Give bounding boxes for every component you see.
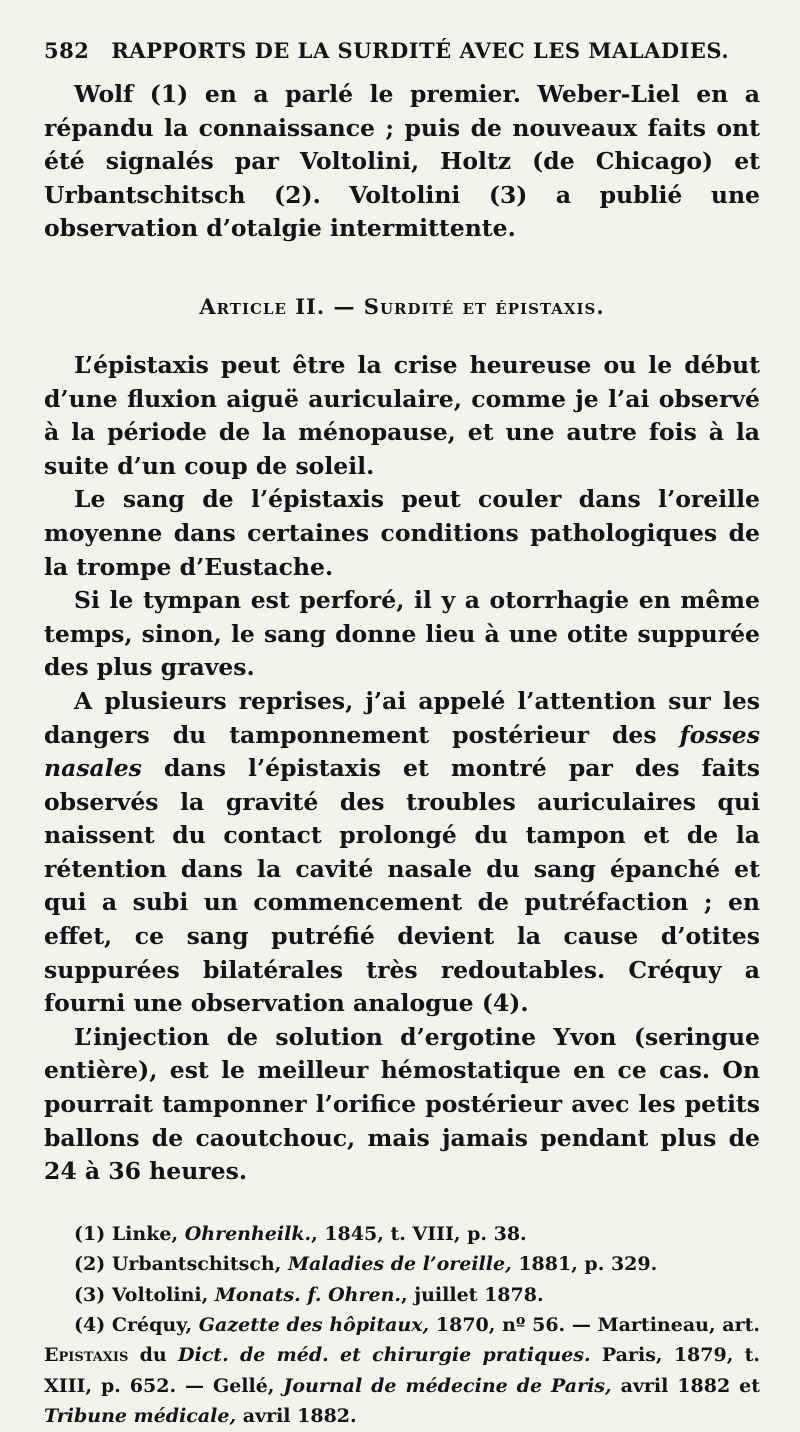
paragraph-2: L’épistaxis peut être la crise heureuse ou le début d’une fluxion aiguë auriculaire, comme je l’ai observé à la période de la ménopause, et une autre fois à la suite d’un coup de soleil. xyxy=(44,350,760,480)
footnote-2-a: (2) Urbantschitsch, xyxy=(74,1253,288,1276)
paragraph-5-italic: fosses nasales xyxy=(44,720,760,783)
footnote-4-smallcaps: Epistaxis xyxy=(44,1344,129,1367)
footnote-4-c: du xyxy=(128,1344,179,1367)
footnote-1-a: (1) Linke, xyxy=(74,1222,185,1245)
footnote-4-a: (4) Créquy, xyxy=(74,1314,199,1337)
page-number: 582 xyxy=(44,38,90,63)
footnote-4-f: avril 1882. xyxy=(236,1405,357,1428)
paragraph-5-text-b: dans l’épistaxis et montré par des faits observés la gravité des troubles auriculaires qui naissent du contact prolongé du tampon et de la rétention dans la cavité nasale du sang épanché et qui a subi un commencement de putréfaction ; en effet, ce sang putréfié devient la cause d’otites suppurées bilatérales très redoutables. Créquy a fourni une observation analogue (4). xyxy=(44,754,760,1018)
paragraph-4: Si le tympan est perforé, il y a otorrhagie en même temps, sinon, le sang donne lieu à une otite suppurée des plus graves. xyxy=(44,586,760,682)
footnote-1-b: , 1845, t. VIII, p. 38. xyxy=(311,1222,527,1245)
footnote-4-d: Paris, 1879, t. XIII, p. 652. — Gellé, xyxy=(44,1344,760,1397)
footnote-3 xyxy=(44,1280,760,1310)
footnote-3-italic: Monats. f. Ohren. xyxy=(214,1283,402,1306)
footnote-4-italic-2: Dict. de méd. et chirurgie pratiques. xyxy=(178,1344,591,1367)
main-text xyxy=(44,78,760,1189)
footnote-4-italic-4: Tribune médicale, xyxy=(44,1405,237,1428)
footnote-2-b: 1881, p. 329. xyxy=(511,1253,658,1276)
footnote-3-a: (3) Voltolini, xyxy=(74,1283,215,1306)
paragraph-5 xyxy=(44,685,760,1021)
footnote-4-italic-1: Gazette des hôpitaux, xyxy=(198,1314,430,1337)
running-header xyxy=(44,38,760,78)
footnote-4-e: avril 1882 et xyxy=(611,1374,761,1397)
article-heading: Article II. — Surdité et épistaxis. xyxy=(199,293,605,319)
paragraph-1: Wolf (1) en a parlé le premier. Weber-Liel en a répandu la connaissance ; puis de nouveaux faits ont été signalés par Voltolini, Holtz (de Chicago) et Urbantschitsch (2). Voltolini (3) a publié une observation d’otalgie intermittente. xyxy=(44,80,760,243)
footnote-2-italic: Maladies de l’oreille, xyxy=(287,1253,512,1276)
footnote-4 xyxy=(44,1310,760,1432)
book-page xyxy=(44,38,760,1432)
paragraph-3: Le sang de l’épistaxis peut couler dans l’oreille moyenne dans certaines conditions pathologiques de la trompe d’Eustache. xyxy=(44,485,760,581)
paragraph-6: L’injection de solution d’ergotine Yvon (seringue entière), est le meilleur hémostatique en ce cas. On pourrait tamponner l’orifice postérieur avec les petits ballons de caoutchouc, mais jamais pendant plus de 24 à 36 heures. xyxy=(44,1022,760,1186)
footnote-1-italic: Ohrenheilk. xyxy=(184,1222,312,1245)
footnote-2 xyxy=(44,1249,760,1279)
footnotes xyxy=(44,1219,760,1432)
footnote-4-b: 1870, nº 56. — Martineau, art. xyxy=(429,1314,760,1337)
footnote-4-italic-3: Journal de médecine de Paris, xyxy=(283,1374,612,1397)
footnote-3-b: , juillet 1878. xyxy=(401,1283,544,1306)
paragraph-5-text-a: A plusieurs reprises, j’ai appelé l’attention sur les dangers du tamponnement postérieur des xyxy=(44,686,760,749)
running-title: RAPPORTS DE LA SURDITÉ AVEC LES MALADIES. xyxy=(111,38,730,63)
footnote-1 xyxy=(44,1219,760,1249)
